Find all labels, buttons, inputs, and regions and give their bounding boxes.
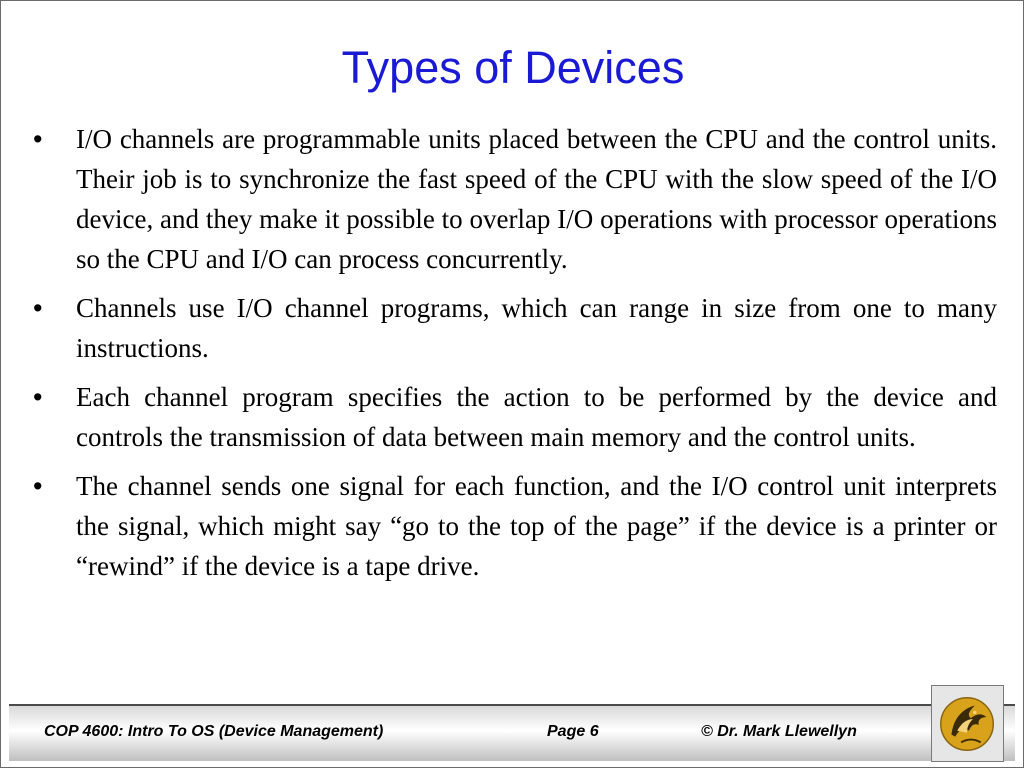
pegasus-logo-icon [931,685,1004,762]
bullet-item [31,288,997,368]
bullet-text: Channels use I/O channel programs, which can range in size from one to many instructions. [76,293,997,363]
bullet-marker: • [33,382,43,412]
bullet-list [31,119,997,595]
footer-author: © Dr. Mark Llewellyn [701,723,857,740]
bullet-text: Each channel program specifies the action to be performed by the device and controls the transmission of data between main memory and the control units. [76,382,997,452]
bullet-text: The channel sends one signal for each function, and the I/O control unit interprets the signal, which might say “go to the top of the page” if the device is a printer or “rewind” if the device is a tape drive. [76,471,997,581]
bullet-item [31,377,997,457]
bullet-marker: • [33,124,43,154]
footer-page-number: Page 6 [547,723,599,740]
slide-title: Types of Devices [341,42,685,93]
bullet-text: I/O channels are programmable units placed between the CPU and the control units. Their job is to synchronize the fast speed of the CPU with the slow speed of the I/O device, and they make it possible to overlap I/O operations with processor operations so the CPU and I/O can process concurrently. [76,124,997,274]
bullet-item [31,119,997,279]
footer-course-title: COP 4600: Intro To OS (Device Management) [44,723,384,740]
bullet-item [31,466,997,586]
bullet-marker: • [33,471,43,501]
bullet-marker: • [33,293,43,323]
